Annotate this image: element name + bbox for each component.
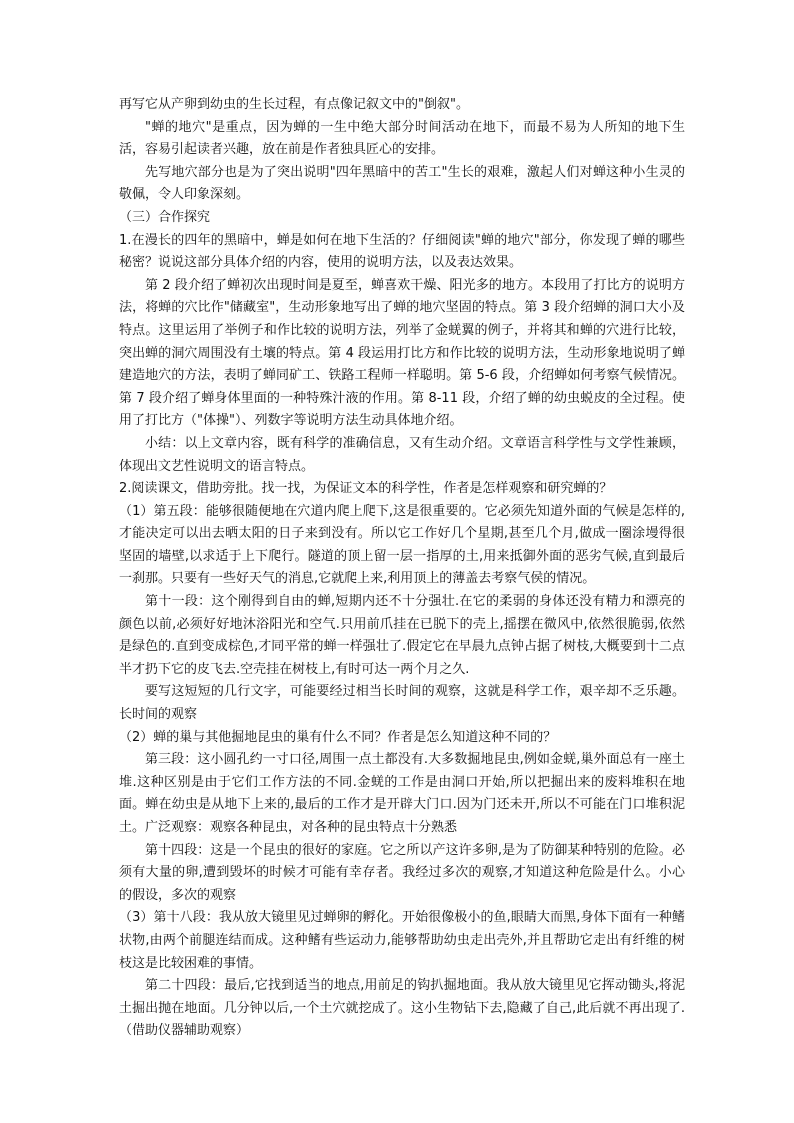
question-2: 2.阅读课文，借助旁批。找一找，为保证文本的科学性，作者是怎样观察和研究蝉的？ (119, 481, 613, 497)
sub-question-2-paragraph-3: 第三段：这小圆孔约一寸口径,周围一点土都没有.大多数掘地昆虫,例如金蜣,巢外面总有一座土堆.这种区别是由于它们工作方法的不同.金蜣的工作是由洞口开始,所以把掘出来的废料堆积在地面。蝉在幼虫是从地下上来的,最后的工作才是开辟大门口.因为门还未开,所以不可能在门口堆积泥土。广泛观察：观察各种昆虫，对各种的昆虫特点十分熟悉 (119, 752, 685, 835)
sub-question-2: （2）蝉的巢与其他掘地昆虫的巢有什么不同？作者是怎么知道这种不同的？ (119, 729, 557, 745)
paragraph-burrow-first-reason: 先写地穴部分也是为了突出说明"四年黑暗中的苦工"生长的艰难，激起人们对蝉这种小生灵的敬佩，令人印象深刻。 (119, 164, 685, 203)
sub-question-3-paragraph-18: （3）第十八段：我从放大镜里见过蝉卵的孵化。开始很像极小的鱼,眼睛大而黑,身体下面有一种鳍状物,由两个前腿连结而成。这种鳍有些运动力,能够帮助幼虫走出壳外,并且帮助它走出有纤维的树枝这是比较困难的事情。 (119, 910, 685, 971)
answer-1-paragraph-analysis: 第 2 段介绍了蝉初次出现时间是夏至，蝉喜欢干燥、阳光多的地方。本段用了打比方的说明方法，将蝉的穴比作"储藏室"，生动形象地写出了蝉的地穴坚固的特点。第 3 段介绍蝉的洞口大小及特点。这里运用了举例子和作比较的说明方法，列举了金蜣翼的例子，并将其和蝉的穴进行比较，突出蝉的洞穴周围没有土壤的特点。第 4 段运用打比方和作比较的说明方法，生动形象地说明了蝉建造地穴的方法，表明了蝉同矿工、铁路工程师一样聪明。第 5-6 段，介绍蝉如何考察气候情况。第 7 段介绍了蝉身体里面的一种特殊汁液的作用。第 8-11 段，介绍了蝉的幼虫蜕皮的全过程。使用了打比方（"体操"）、列数字等说明方法生动具体地介绍。 (119, 277, 685, 429)
sub-question-1-comment: 要写这短短的几行文字，可能要经过相当长时间的观察，这就是科学工作，艰辛却不乏乐趣。长时间的观察 (119, 684, 685, 723)
sub-question-2-paragraph-14: 第十四段：这是一个昆虫的很好的家庭。它之所以产这许多卵,是为了防御某种特别的危险。必须有大量的卵,遭到毁坏的时候才可能有幸存者。我经过多次的观察,才知道这种危险是什么。小心的假设，多次的观察 (119, 842, 685, 903)
question-1: 1.在漫长的四年的黑暗中，蝉是如何在地下生活的？仔细阅读"蝉的地穴"部分，你发现了蝉的哪些秘密？说说这部分具体介绍的内容，使用的说明方法，以及表达效果。 (119, 232, 685, 271)
section-heading-cooperative-inquiry: （三）合作探究 (119, 209, 211, 225)
paragraph-cicada-burrow-focus: "蝉的地穴"是重点，因为蝉的一生中绝大部分时间活动在地下，而最不易为人所知的地下生活，容易引起读者兴趣，放在前是作者独具匠心的安排。 (119, 119, 685, 158)
answer-1-summary: 小结：以上文章内容，既有科学的准确信息，又有生动介绍。文章语言科学性与文学性兼顾，体现出文艺性说明文的语言特点。 (119, 435, 685, 474)
document-body (119, 94, 685, 1043)
sub-question-3-paragraph-24: 第二十四段：最后,它找到适当的地点,用前足的钩扒掘地面。我从放大镜里见它挥动锄头,将泥土掘出抛在地面。几分钟以后,一个土穴就挖成了。这小生物钻下去,隐藏了自己,此后就不再出现了.（借助仪器辅助观察） (119, 978, 685, 1039)
sub-question-1-paragraph-11: 第十一段：这个刚得到自由的蝉,短期内还不十分强壮.在它的柔弱的身体还没有精力和漂亮的颜色以前,必须好好地沐浴阳光和空气.只用前爪挂在已脱下的壳上,摇摆在微风中,依然很脆弱,依然是绿色的.直到变成棕色,才同平常的蝉一样强壮了.假定它在早晨九点钟占据了树枝,大概要到十二点半才扔下它的皮飞去.空壳挂在树枝上,有时可达一两个月之久. (119, 594, 685, 677)
paragraph-flashback-note: 再写它从产卵到幼虫的生长过程，有点像记叙文中的"倒叙"。 (119, 97, 469, 112)
sub-question-1-paragraph-5: （1）第五段：能够很随便地在穴道内爬上爬下,这是很重要的。它必须先知道外面的气候是怎样的,才能决定可以出去晒太阳的日子来到没有。所以它工作好几个星期,甚至几个月,做成一圈涂墁得很坚固的墙壁,以求适于上下爬行。隧道的顶上留一层一指厚的土,用来抵御外面的恶劣气候,直到最后一刹那。只要有一些好天气的消息,它就爬上来,利用顶上的薄盖去考察气侯的情况。 (119, 503, 685, 587)
